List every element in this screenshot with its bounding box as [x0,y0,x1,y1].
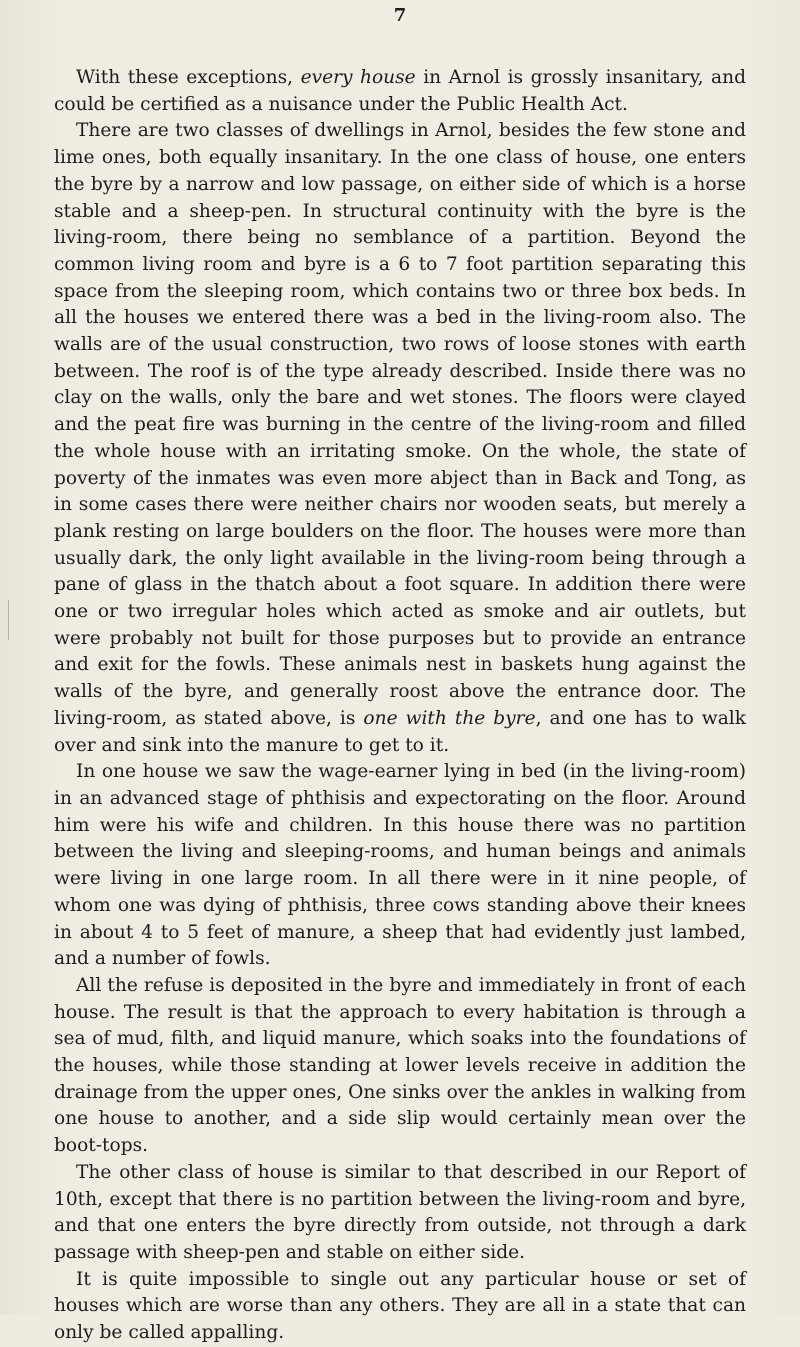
page-number: 7 [393,5,407,26]
paragraph [54,1160,746,1267]
italic-text: every house [300,67,416,88]
paragraph [54,65,746,118]
text-run: The other class of house is similar to that described in our Report of 10th, except that there is no partition between the living-room and byre, and that one enters the byre directly from outside, not through a dark passage with sheep-pen and stable on either side. [54,1161,746,1263]
text-run: It is quite impossible to single out any particular house or set of houses which are worse than any others. They are all in a state that can only be called appalling. [54,1268,746,1344]
paragraph [54,973,746,1160]
text-run: in Arnol is grossly insanitary, and could be certified as a nuisance under the Public Health Act. [54,67,746,115]
page-edge-mark [8,600,9,640]
body-text [54,65,746,1347]
paragraph [54,759,746,973]
paragraph [54,1267,746,1347]
paragraph [54,118,746,759]
text-run: , and one has to walk over and sink into the manure to get to it. [54,707,746,756]
text-run: All the refuse is deposited in the byre and immediately in front of each house. The result is that the approach to every habitation is through a sea of mud, filth, and liquid manure, which soaks into the foundations of the houses, while those standing at lower levels receive in addition the drainage from the upper ones, One sinks over the ankles in walking from one house to another, and a side slip would certainly mean over the boot-tops. [54,974,746,1157]
italic-text: one with the byre [363,707,536,729]
text-run: In one house we saw the wage-earner lying in bed (in the living-room) in an advanced stage of phthisis and expectorating on the floor. Around him were his wife and children. In this house there was no partition between the living and sleeping-rooms, and human beings and animals were living in one large room. In all there were in it nine people, of whom one was dying of phthisis, three cows standing above their knees in about 4 to 5 feet of manure, a sheep that had evidently just lambed, and a number of fowls. [54,761,746,970]
text-run: With these exceptions, [76,67,301,88]
text-run: There are two classes of dwellings in Arnol, besides the few stone and lime ones, both equally insanitary. In the one class of house, one enters the byre by a narrow and low passage, on either side of which is a horse stable and a sheep-pen. In structural continuity with the byre is the living-room, there being no semblance of a partition. Beyond the common living room and byre is a 6 to 7 foot partition separating this space from the sleeping room, which contains two or three box beds. In all the houses we entered there was a bed in the living-room also. The walls are of the usual construction, two rows of loose stones with earth between. The roof is of the type already described. Inside there was no clay on the walls, only the bare and wet stones. The floors were clayed and the peat fire was burning in the centre of the living-room and filled the whole house with an irritating smoke. On the whole, the state of poverty of the inmates was even more abject than in Back and Tong, as in some cases there were neither chairs nor wooden seats, but merely a plank resting on large boulders on the floor. The houses were more than usually dark, the only light available in the living-room being through a pane of glass in the thatch about a foot square. In addition there were one or two irregular holes which acted as smoke and air outlets, but were probably not built for those purposes but to provide an entrance and exit for the fowls. These animals nest in baskets hung against the walls of the byre, and generally roost above the entrance door. The living-room, as stated above, is [54,120,746,729]
